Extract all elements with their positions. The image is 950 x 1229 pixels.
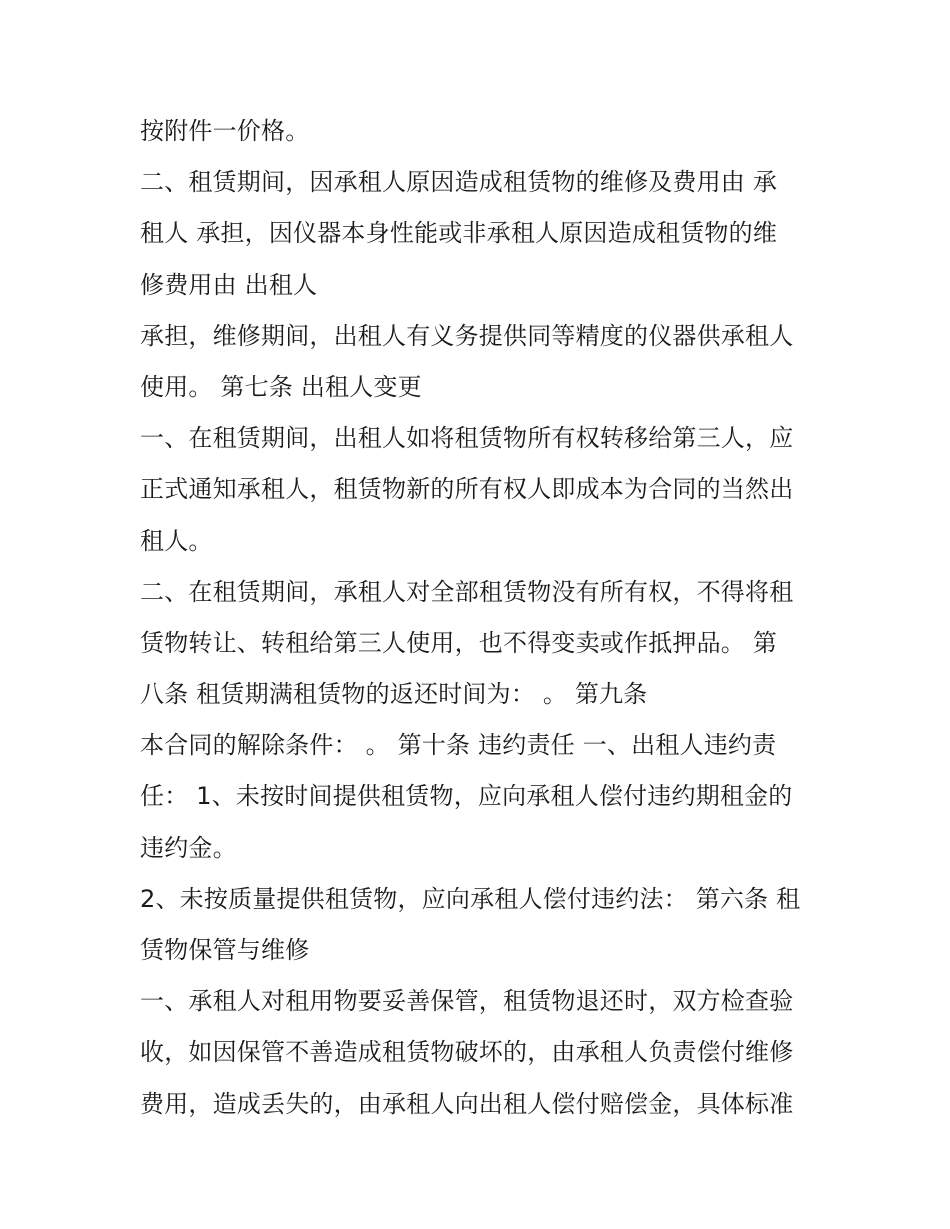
text-line: 八条 租赁期满租赁物的返还时间为： 。 第九条 [140, 680, 648, 709]
text-line: 收，如因保管不善造成租赁物破坏的，由承租人负责偿付维修 [140, 1038, 794, 1067]
text-line: 赁物保管与维修 [140, 936, 310, 964]
text-line: 违约金。 [140, 833, 237, 862]
text-line: 使用。 第七条 出租人变更 [140, 372, 422, 401]
text-line: 一、在租赁期间，出租人如将租赁物所有权转移给第三人，应 [140, 424, 794, 453]
text-line: 赁物转让、转租给第三人使用，也不得变卖或作抵押品。 第 [140, 628, 778, 657]
text-line: 承担，维修期间，出租人有义务提供同等精度的仪器供承租人 [140, 321, 794, 350]
text-line: 二、租赁期间，因承租人原因造成租赁物的维修及费用由 承 [140, 168, 778, 197]
text-line: 按附件一价格。 [140, 117, 310, 145]
text-line: 一、承租人对租用物要妥善保管，租赁物退还时，双方检查验 [140, 987, 794, 1016]
text-line: 任： 1、未按时间提供租赁物，应向承租人偿付违约期租金的 [140, 782, 793, 811]
text-line: 正式通知承租人，租赁物新的所有权人即成本为合同的当然出 [140, 475, 794, 504]
text-line: 二、在租赁期间，承租人对全部租赁物没有所有权，不得将租 [140, 577, 794, 606]
text-line: 租人。 [140, 526, 213, 555]
document-body [140, 106, 820, 1130]
text-line: 费用，造成丢失的，由承租人向出租人偿付赔偿金，具体标准 [140, 1089, 794, 1118]
text-line: 本合同的解除条件： 。 第十条 违约责任 一、出租人违约责 [140, 731, 777, 760]
text-line: 租人 承担，因仪器本身性能或非承租人原因造成租赁物的维 [140, 219, 778, 248]
text-line: 修费用由 出租人 [140, 270, 318, 299]
text-line: 2、未按质量提供租赁物，应向承租人偿付违约法： 第六条 租 [140, 884, 801, 913]
